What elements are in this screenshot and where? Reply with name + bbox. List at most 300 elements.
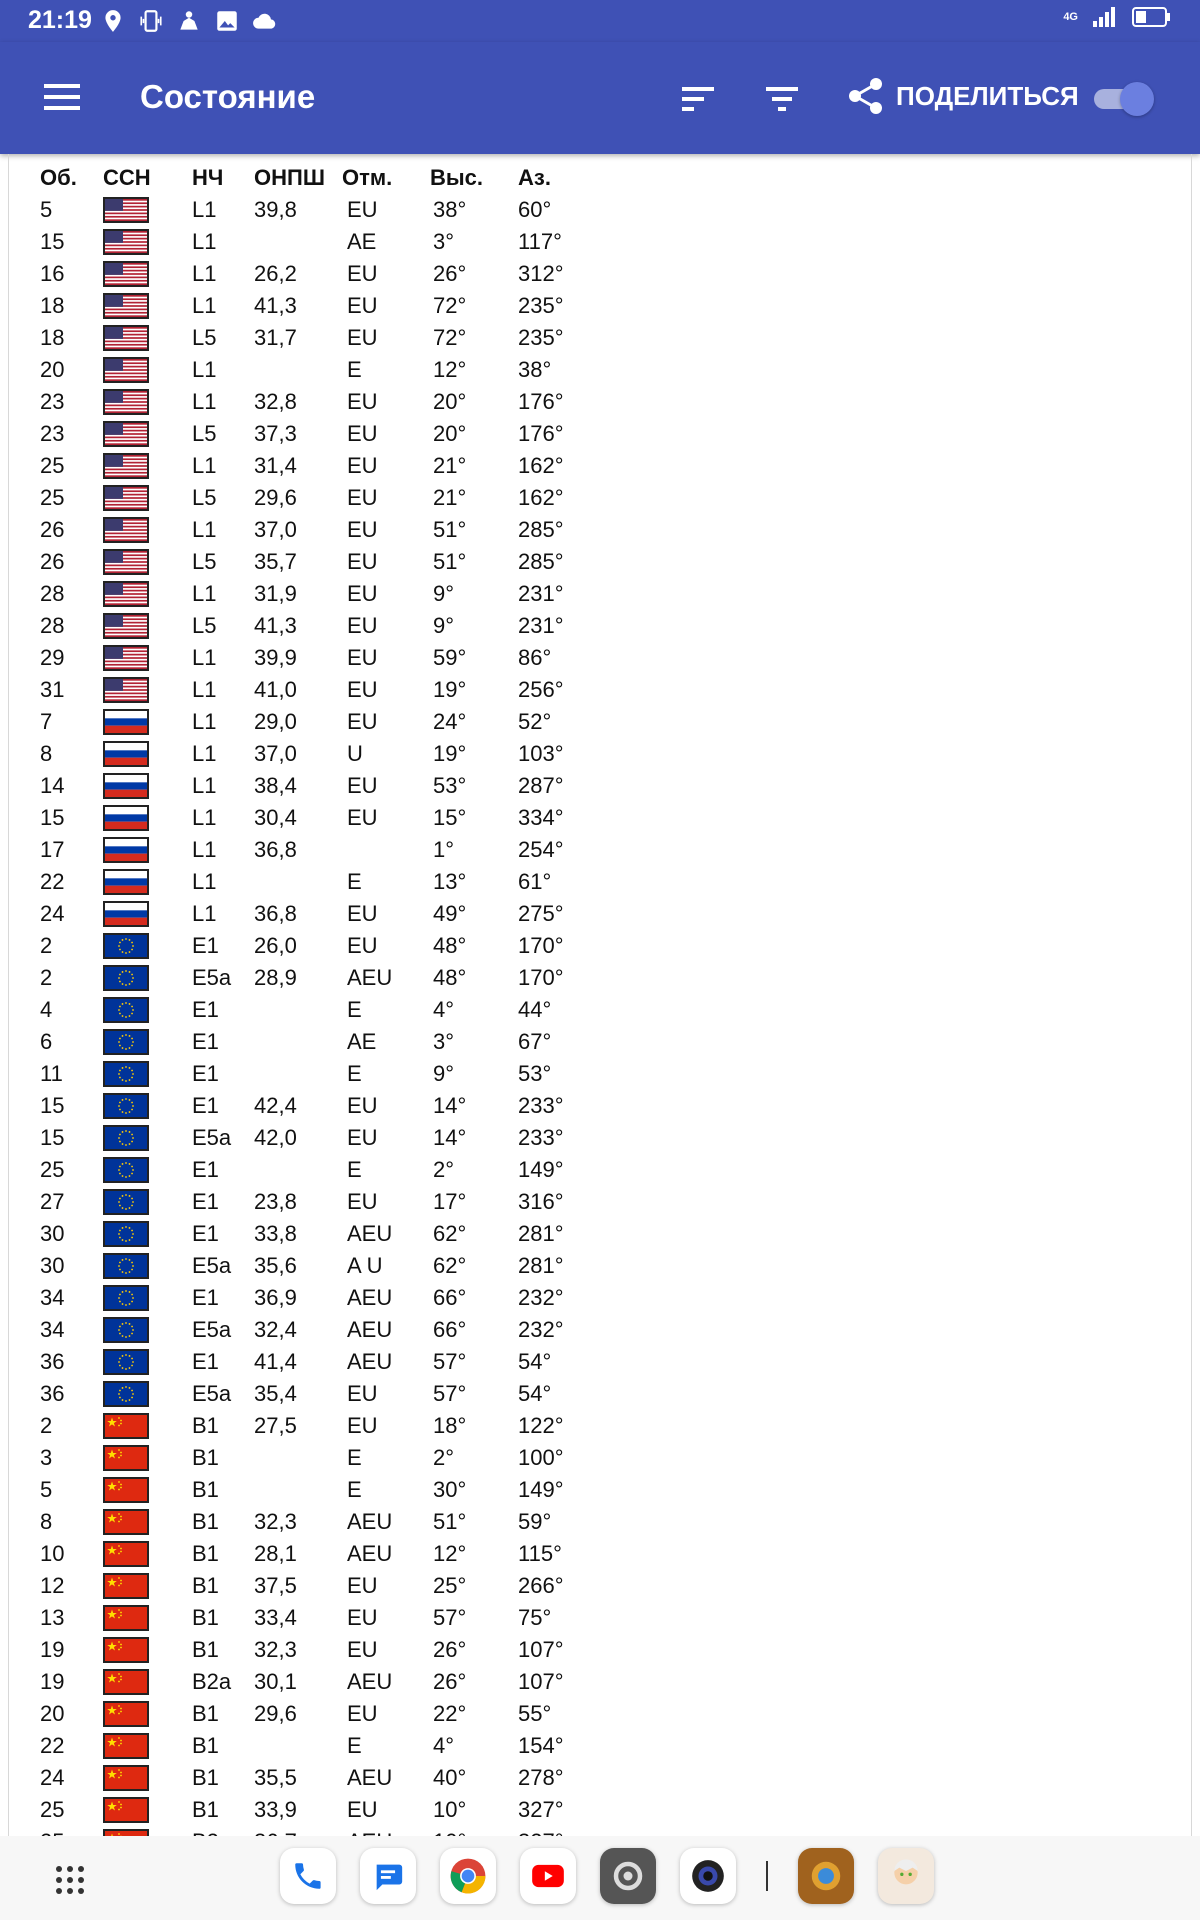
cell-nch: E5a xyxy=(192,1317,232,1342)
cell-vys: 1° xyxy=(433,837,455,862)
flag-ru xyxy=(103,901,149,927)
cell-flag xyxy=(103,1762,192,1794)
usa-flag-icon xyxy=(105,487,147,509)
usa-flag-icon xyxy=(105,519,147,541)
flag-ru xyxy=(103,869,149,895)
cell-onpsh xyxy=(254,1058,342,1090)
cell-otm: E xyxy=(347,1445,362,1470)
table-row[interactable] xyxy=(40,834,598,866)
table-row[interactable] xyxy=(40,1250,598,1282)
table-row[interactable] xyxy=(40,1154,598,1186)
cell-nch: L5 xyxy=(192,485,217,510)
cell-flag xyxy=(103,482,192,514)
table-row[interactable] xyxy=(40,514,598,546)
eu-flag-icon xyxy=(105,1351,147,1373)
cell-ob: 8 xyxy=(40,1509,53,1534)
menu-icon[interactable] xyxy=(44,82,80,112)
table-row[interactable] xyxy=(40,898,598,930)
eu-flag-icon xyxy=(105,1031,147,1053)
flag-us xyxy=(103,229,149,255)
table-row[interactable] xyxy=(40,706,598,738)
cell-ob: 15 xyxy=(40,1093,65,1118)
cell-vys: 19° xyxy=(433,741,467,766)
china-flag-icon xyxy=(105,1767,147,1789)
cell-flag xyxy=(103,1570,192,1602)
table-row[interactable] xyxy=(40,930,598,962)
cell-nch: E1 xyxy=(192,1061,219,1086)
cell-flag xyxy=(103,834,192,866)
table-row[interactable] xyxy=(40,1026,598,1058)
table-row[interactable] xyxy=(40,386,598,418)
table-row[interactable] xyxy=(40,1314,598,1346)
cell-nch: L5 xyxy=(192,325,217,350)
usa-flag-icon xyxy=(105,295,147,317)
cell-flag xyxy=(103,450,192,482)
table-row[interactable] xyxy=(40,610,598,642)
cell-otm: E xyxy=(347,1157,362,1182)
table-row[interactable] xyxy=(40,1698,598,1730)
cell-vys: 19° xyxy=(433,677,467,702)
china-flag-icon xyxy=(105,1415,147,1437)
cell-nch: L1 xyxy=(192,645,217,670)
battery-icon xyxy=(1132,6,1172,28)
cell-ob: 22 xyxy=(40,1733,65,1758)
cell-az: 232° xyxy=(518,1285,564,1310)
cell-ob: 14 xyxy=(40,773,65,798)
network-type: 4G xyxy=(1063,10,1078,23)
table-row[interactable] xyxy=(40,994,598,1026)
cell-vys: 26° xyxy=(433,261,467,286)
cell-onpsh: 37,3 xyxy=(254,421,297,446)
camera-app-icon[interactable] xyxy=(680,1848,736,1904)
cell-nch: B1 xyxy=(192,1573,219,1598)
cell-az: 233° xyxy=(518,1125,564,1150)
flag-eu xyxy=(103,1189,149,1215)
cell-nch: E5a xyxy=(192,1253,232,1278)
eu-flag-icon xyxy=(105,1319,147,1341)
cell-flag xyxy=(103,514,192,546)
cell-nch: L5 xyxy=(192,613,217,638)
cell-vys: 18° xyxy=(433,1413,467,1438)
cell-onpsh xyxy=(254,1442,342,1474)
cell-otm: E xyxy=(347,869,362,894)
cell-onpsh: 23,8 xyxy=(254,1189,297,1214)
cell-vys: 14° xyxy=(433,1125,467,1150)
usa-flag-icon xyxy=(105,647,147,669)
cell-flag xyxy=(103,642,192,674)
right-border xyxy=(1191,154,1192,1836)
share-button[interactable] xyxy=(846,76,1079,116)
usa-flag-icon xyxy=(105,423,147,445)
cell-ob: 5 xyxy=(40,197,53,222)
cell-nch: L1 xyxy=(192,869,217,894)
table-row[interactable] xyxy=(40,194,598,226)
status-time: 21:19 xyxy=(28,6,92,34)
cell-otm: EU xyxy=(347,389,378,414)
russia-flag-icon xyxy=(105,871,147,893)
cell-otm xyxy=(342,834,430,866)
cell-onpsh: 35,7 xyxy=(254,549,297,574)
cell-onpsh: 41,3 xyxy=(254,293,297,318)
cell-flag xyxy=(103,1666,192,1698)
cell-vys: 20° xyxy=(433,389,467,414)
cell-vys: 57° xyxy=(433,1381,467,1406)
cell-ob: 16 xyxy=(40,261,65,286)
settings-app-icon[interactable] xyxy=(600,1848,656,1904)
cell-nch: E1 xyxy=(192,933,219,958)
cell-az: 107° xyxy=(518,1637,564,1662)
cell-flag xyxy=(103,290,192,322)
cell-az: 122° xyxy=(518,1413,564,1438)
cell-nch: L1 xyxy=(192,677,217,702)
cell-vys: 21° xyxy=(433,453,467,478)
table-row[interactable] xyxy=(40,1122,598,1154)
table-row[interactable] xyxy=(40,1378,598,1410)
russia-flag-icon xyxy=(105,807,147,829)
cell-ob: 26 xyxy=(40,549,65,574)
table-row[interactable] xyxy=(40,578,598,610)
table-row[interactable] xyxy=(40,1442,598,1474)
cell-ob: 2 xyxy=(40,933,53,958)
cell-ob: 6 xyxy=(40,1029,53,1054)
cell-vys: 62° xyxy=(433,1253,467,1278)
cell-onpsh: 35,6 xyxy=(254,1253,297,1278)
app-notification-icon xyxy=(176,8,202,34)
table-row[interactable] xyxy=(40,1666,598,1698)
cell-ob: 10 xyxy=(40,1541,65,1566)
cell-ob: 25 xyxy=(40,453,65,478)
dock-separator xyxy=(766,1861,768,1891)
cell-otm: U xyxy=(347,741,363,766)
flag-us xyxy=(103,293,149,319)
messages-app-icon[interactable] xyxy=(360,1848,416,1904)
cell-flag xyxy=(103,1730,192,1762)
table-row[interactable] xyxy=(40,418,598,450)
cell-az: 149° xyxy=(518,1157,564,1182)
table-row[interactable] xyxy=(40,1730,598,1762)
status-notification-icons xyxy=(100,8,278,34)
cell-az: 52° xyxy=(518,709,552,734)
cell-onpsh: 31,7 xyxy=(254,325,297,350)
cell-az: 44° xyxy=(518,997,552,1022)
table-row[interactable] xyxy=(40,258,598,290)
cell-vys: 40° xyxy=(433,1765,467,1790)
cell-vys: 2° xyxy=(433,1157,455,1182)
cell-ob: 23 xyxy=(40,389,65,414)
cell-az: 287° xyxy=(518,773,564,798)
cell-flag xyxy=(103,674,192,706)
cell-nch: L1 xyxy=(192,197,217,222)
china-flag-icon xyxy=(105,1671,147,1693)
cell-vys: 12° xyxy=(433,357,467,382)
cell-ob: 24 xyxy=(40,901,65,926)
header-az: Аз. xyxy=(518,165,551,190)
cell-az: 86° xyxy=(518,645,552,670)
cell-onpsh: 27,5 xyxy=(254,1413,297,1438)
cell-onpsh xyxy=(254,1026,342,1058)
cell-ob: 19 xyxy=(40,1637,65,1662)
cell-otm: EU xyxy=(347,1605,378,1630)
cell-az: 115° xyxy=(518,1541,562,1566)
eu-flag-icon xyxy=(105,967,147,989)
table-row[interactable] xyxy=(40,962,598,994)
cell-flag xyxy=(103,1314,192,1346)
table-row[interactable] xyxy=(40,1474,598,1506)
cell-az: 107° xyxy=(518,1669,564,1694)
cell-az: 256° xyxy=(518,677,564,702)
cell-az: 235° xyxy=(518,293,564,318)
cell-ob: 20 xyxy=(40,1701,65,1726)
cell-nch: L5 xyxy=(192,421,217,446)
cell-az: 285° xyxy=(518,549,564,574)
chrome-app-icon[interactable] xyxy=(440,1848,496,1904)
china-flag-icon xyxy=(105,1447,147,1469)
cell-ob: 29 xyxy=(40,645,65,670)
cell-ob: 3 xyxy=(40,1445,53,1470)
cell-otm: EU xyxy=(347,613,378,638)
cloud-icon xyxy=(252,8,278,34)
vibrate-icon xyxy=(138,8,164,34)
cell-flag xyxy=(103,578,192,610)
table-row[interactable] xyxy=(40,482,598,514)
table-row[interactable] xyxy=(40,354,598,386)
cell-otm: EU xyxy=(347,197,378,222)
flag-us xyxy=(103,549,149,575)
app-drawer-icon[interactable] xyxy=(56,1866,84,1894)
cell-flag xyxy=(103,1282,192,1314)
cell-az: 59° xyxy=(518,1509,552,1534)
cell-onpsh: 38,4 xyxy=(254,773,297,798)
cell-otm: EU xyxy=(347,581,378,606)
cell-vys: 51° xyxy=(433,549,467,574)
cell-vys: 4° xyxy=(433,997,455,1022)
cell-vys: 12° xyxy=(433,1541,467,1566)
cell-az: 278° xyxy=(518,1765,564,1790)
cell-az: 235° xyxy=(518,325,564,350)
flag-us xyxy=(103,261,149,287)
cell-otm: EU xyxy=(347,1125,378,1150)
cell-otm: EU xyxy=(347,549,378,574)
cell-onpsh: 28,9 xyxy=(254,965,297,990)
cell-vys: 2° xyxy=(433,1445,455,1470)
cell-vys: 30° xyxy=(433,1477,467,1502)
table-row[interactable] xyxy=(40,802,598,834)
cell-nch: B1 xyxy=(192,1797,219,1822)
hearthstone-game-icon[interactable] xyxy=(798,1848,854,1904)
cell-onpsh: 33,9 xyxy=(254,1797,297,1822)
navigation-bar xyxy=(0,1836,1200,1920)
cell-az: 316° xyxy=(518,1189,564,1214)
app-bar xyxy=(0,42,1200,154)
page-title: Состояние xyxy=(140,78,316,115)
table-row[interactable] xyxy=(40,450,598,482)
cell-vys: 10° xyxy=(433,1797,467,1822)
table-row[interactable] xyxy=(40,1282,598,1314)
cell-vys: 26° xyxy=(433,1669,467,1694)
table-row[interactable] xyxy=(40,866,598,898)
cell-az: 285° xyxy=(518,517,564,542)
cell-onpsh: 29,6 xyxy=(254,1701,297,1726)
filter-icon[interactable] xyxy=(764,84,800,114)
cell-nch: L1 xyxy=(192,741,217,766)
cell-nch: L5 xyxy=(192,549,217,574)
table-row[interactable] xyxy=(40,1410,598,1442)
eu-flag-icon xyxy=(105,1287,147,1309)
cell-otm: EU xyxy=(347,677,378,702)
table-row[interactable] xyxy=(40,1506,598,1538)
sort-icon[interactable] xyxy=(680,84,716,114)
flag-eu xyxy=(103,1125,149,1151)
table-row[interactable] xyxy=(40,1218,598,1250)
cell-nch: E1 xyxy=(192,1349,219,1374)
cell-flag xyxy=(103,930,192,962)
table-row[interactable] xyxy=(40,770,598,802)
cell-nch: L1 xyxy=(192,805,217,830)
cell-ob: 24 xyxy=(40,1765,65,1790)
share-icon xyxy=(846,76,886,116)
cell-az: 55° xyxy=(518,1701,552,1726)
cell-ob: 25 xyxy=(40,485,65,510)
cell-flag xyxy=(103,1378,192,1410)
eu-flag-icon xyxy=(105,1063,147,1085)
china-flag-icon xyxy=(105,1703,147,1725)
cell-flag xyxy=(103,802,192,834)
table-row[interactable] xyxy=(40,1186,598,1218)
table-row[interactable] xyxy=(40,1058,598,1090)
cell-ob: 15 xyxy=(40,1125,65,1150)
flag-cn xyxy=(103,1509,149,1535)
cell-vys: 51° xyxy=(433,517,467,542)
flag-eu xyxy=(103,965,149,991)
cell-otm: EU xyxy=(347,933,378,958)
cell-az: 232° xyxy=(518,1317,564,1342)
cell-az: 162° xyxy=(518,453,564,478)
cell-az: 75° xyxy=(518,1605,552,1630)
cell-otm: EU xyxy=(347,1797,378,1822)
cell-az: 38° xyxy=(518,357,552,382)
location-icon xyxy=(100,8,126,34)
russia-flag-icon xyxy=(105,775,147,797)
cell-vys: 22° xyxy=(433,1701,467,1726)
flag-ru xyxy=(103,709,149,735)
cell-az: 233° xyxy=(518,1093,564,1118)
cell-nch: B1 xyxy=(192,1605,219,1630)
cell-ob: 22 xyxy=(40,869,65,894)
cell-otm: AE xyxy=(347,229,377,254)
cell-otm: EU xyxy=(347,293,378,318)
cell-ob: 34 xyxy=(40,1285,65,1310)
toggle-switch[interactable] xyxy=(1094,82,1154,114)
cell-ob: 34 xyxy=(40,1317,65,1342)
cell-ob: 13 xyxy=(40,1605,65,1630)
cell-ob: 26 xyxy=(40,517,65,542)
cell-vys: 66° xyxy=(433,1317,467,1342)
table-row[interactable] xyxy=(40,1602,598,1634)
cell-onpsh: 28,1 xyxy=(254,1541,297,1566)
eu-flag-icon xyxy=(105,935,147,957)
cell-flag xyxy=(103,258,192,290)
cell-nch: B1 xyxy=(192,1413,219,1438)
table-row[interactable] xyxy=(40,226,598,258)
status-list[interactable] xyxy=(0,154,1200,1836)
cell-az: 162° xyxy=(518,485,564,510)
table-row[interactable] xyxy=(40,1538,598,1570)
flag-cn xyxy=(103,1637,149,1663)
cell-onpsh xyxy=(254,866,342,898)
cell-az: 176° xyxy=(518,421,564,446)
cell-onpsh xyxy=(254,226,342,258)
cell-flag xyxy=(103,1634,192,1666)
cell-nch: L1 xyxy=(192,901,217,926)
cell-nch: E1 xyxy=(192,1157,219,1182)
flag-us xyxy=(103,421,149,447)
table-row[interactable] xyxy=(40,738,598,770)
cell-flag xyxy=(103,1602,192,1634)
cell-flag xyxy=(103,1410,192,1442)
cell-vys: 48° xyxy=(433,933,467,958)
cell-onpsh: 29,6 xyxy=(254,485,297,510)
eu-flag-icon xyxy=(105,1127,147,1149)
table-row[interactable] xyxy=(40,1794,598,1826)
cell-az: 334° xyxy=(518,805,564,830)
cell-vys: 59° xyxy=(433,645,467,670)
flag-us xyxy=(103,485,149,511)
cell-vys: 20° xyxy=(433,421,467,446)
cell-otm: E xyxy=(347,1733,362,1758)
cell-ob: 2 xyxy=(40,1413,53,1438)
header-ssn: ССН xyxy=(103,165,151,190)
flag-cn xyxy=(103,1669,149,1695)
cell-vys: 17° xyxy=(433,1189,467,1214)
cell-otm: EU xyxy=(347,1573,378,1598)
cell-ob: 25 xyxy=(40,1157,65,1182)
cell-flag xyxy=(103,322,192,354)
cell-ob: 7 xyxy=(40,709,53,734)
usa-flag-icon xyxy=(105,199,147,221)
cell-flag xyxy=(103,354,192,386)
table-row[interactable] xyxy=(40,1762,598,1794)
cell-otm: E xyxy=(347,1477,362,1502)
table-row[interactable] xyxy=(40,1634,598,1666)
youtube-app-icon[interactable] xyxy=(520,1848,576,1904)
usa-flag-icon xyxy=(105,391,147,413)
table-row[interactable] xyxy=(40,674,598,706)
table-row[interactable] xyxy=(40,1090,598,1122)
genshin-game-icon[interactable] xyxy=(878,1848,934,1904)
cell-otm: EU xyxy=(347,805,378,830)
cell-onpsh: 41,4 xyxy=(254,1349,297,1374)
china-flag-icon xyxy=(105,1511,147,1533)
table-row[interactable] xyxy=(40,1346,598,1378)
flag-us xyxy=(103,325,149,351)
cell-flag xyxy=(103,1122,192,1154)
share-label: ПОДЕЛИТЬСЯ xyxy=(896,80,1079,111)
table-row[interactable] xyxy=(40,322,598,354)
phone-app-icon[interactable] xyxy=(280,1848,336,1904)
cell-az: 281° xyxy=(518,1221,564,1246)
cell-nch: L1 xyxy=(192,389,217,414)
status-system-icons xyxy=(1063,6,1172,28)
cell-otm: EU xyxy=(347,1701,378,1726)
table-row[interactable] xyxy=(40,290,598,322)
usa-flag-icon xyxy=(105,263,147,285)
cell-onpsh: 31,4 xyxy=(254,453,297,478)
table-row[interactable] xyxy=(40,1570,598,1602)
cell-nch: E1 xyxy=(192,1285,219,1310)
table-row[interactable] xyxy=(40,642,598,674)
table-row[interactable] xyxy=(40,546,598,578)
flag-us xyxy=(103,613,149,639)
